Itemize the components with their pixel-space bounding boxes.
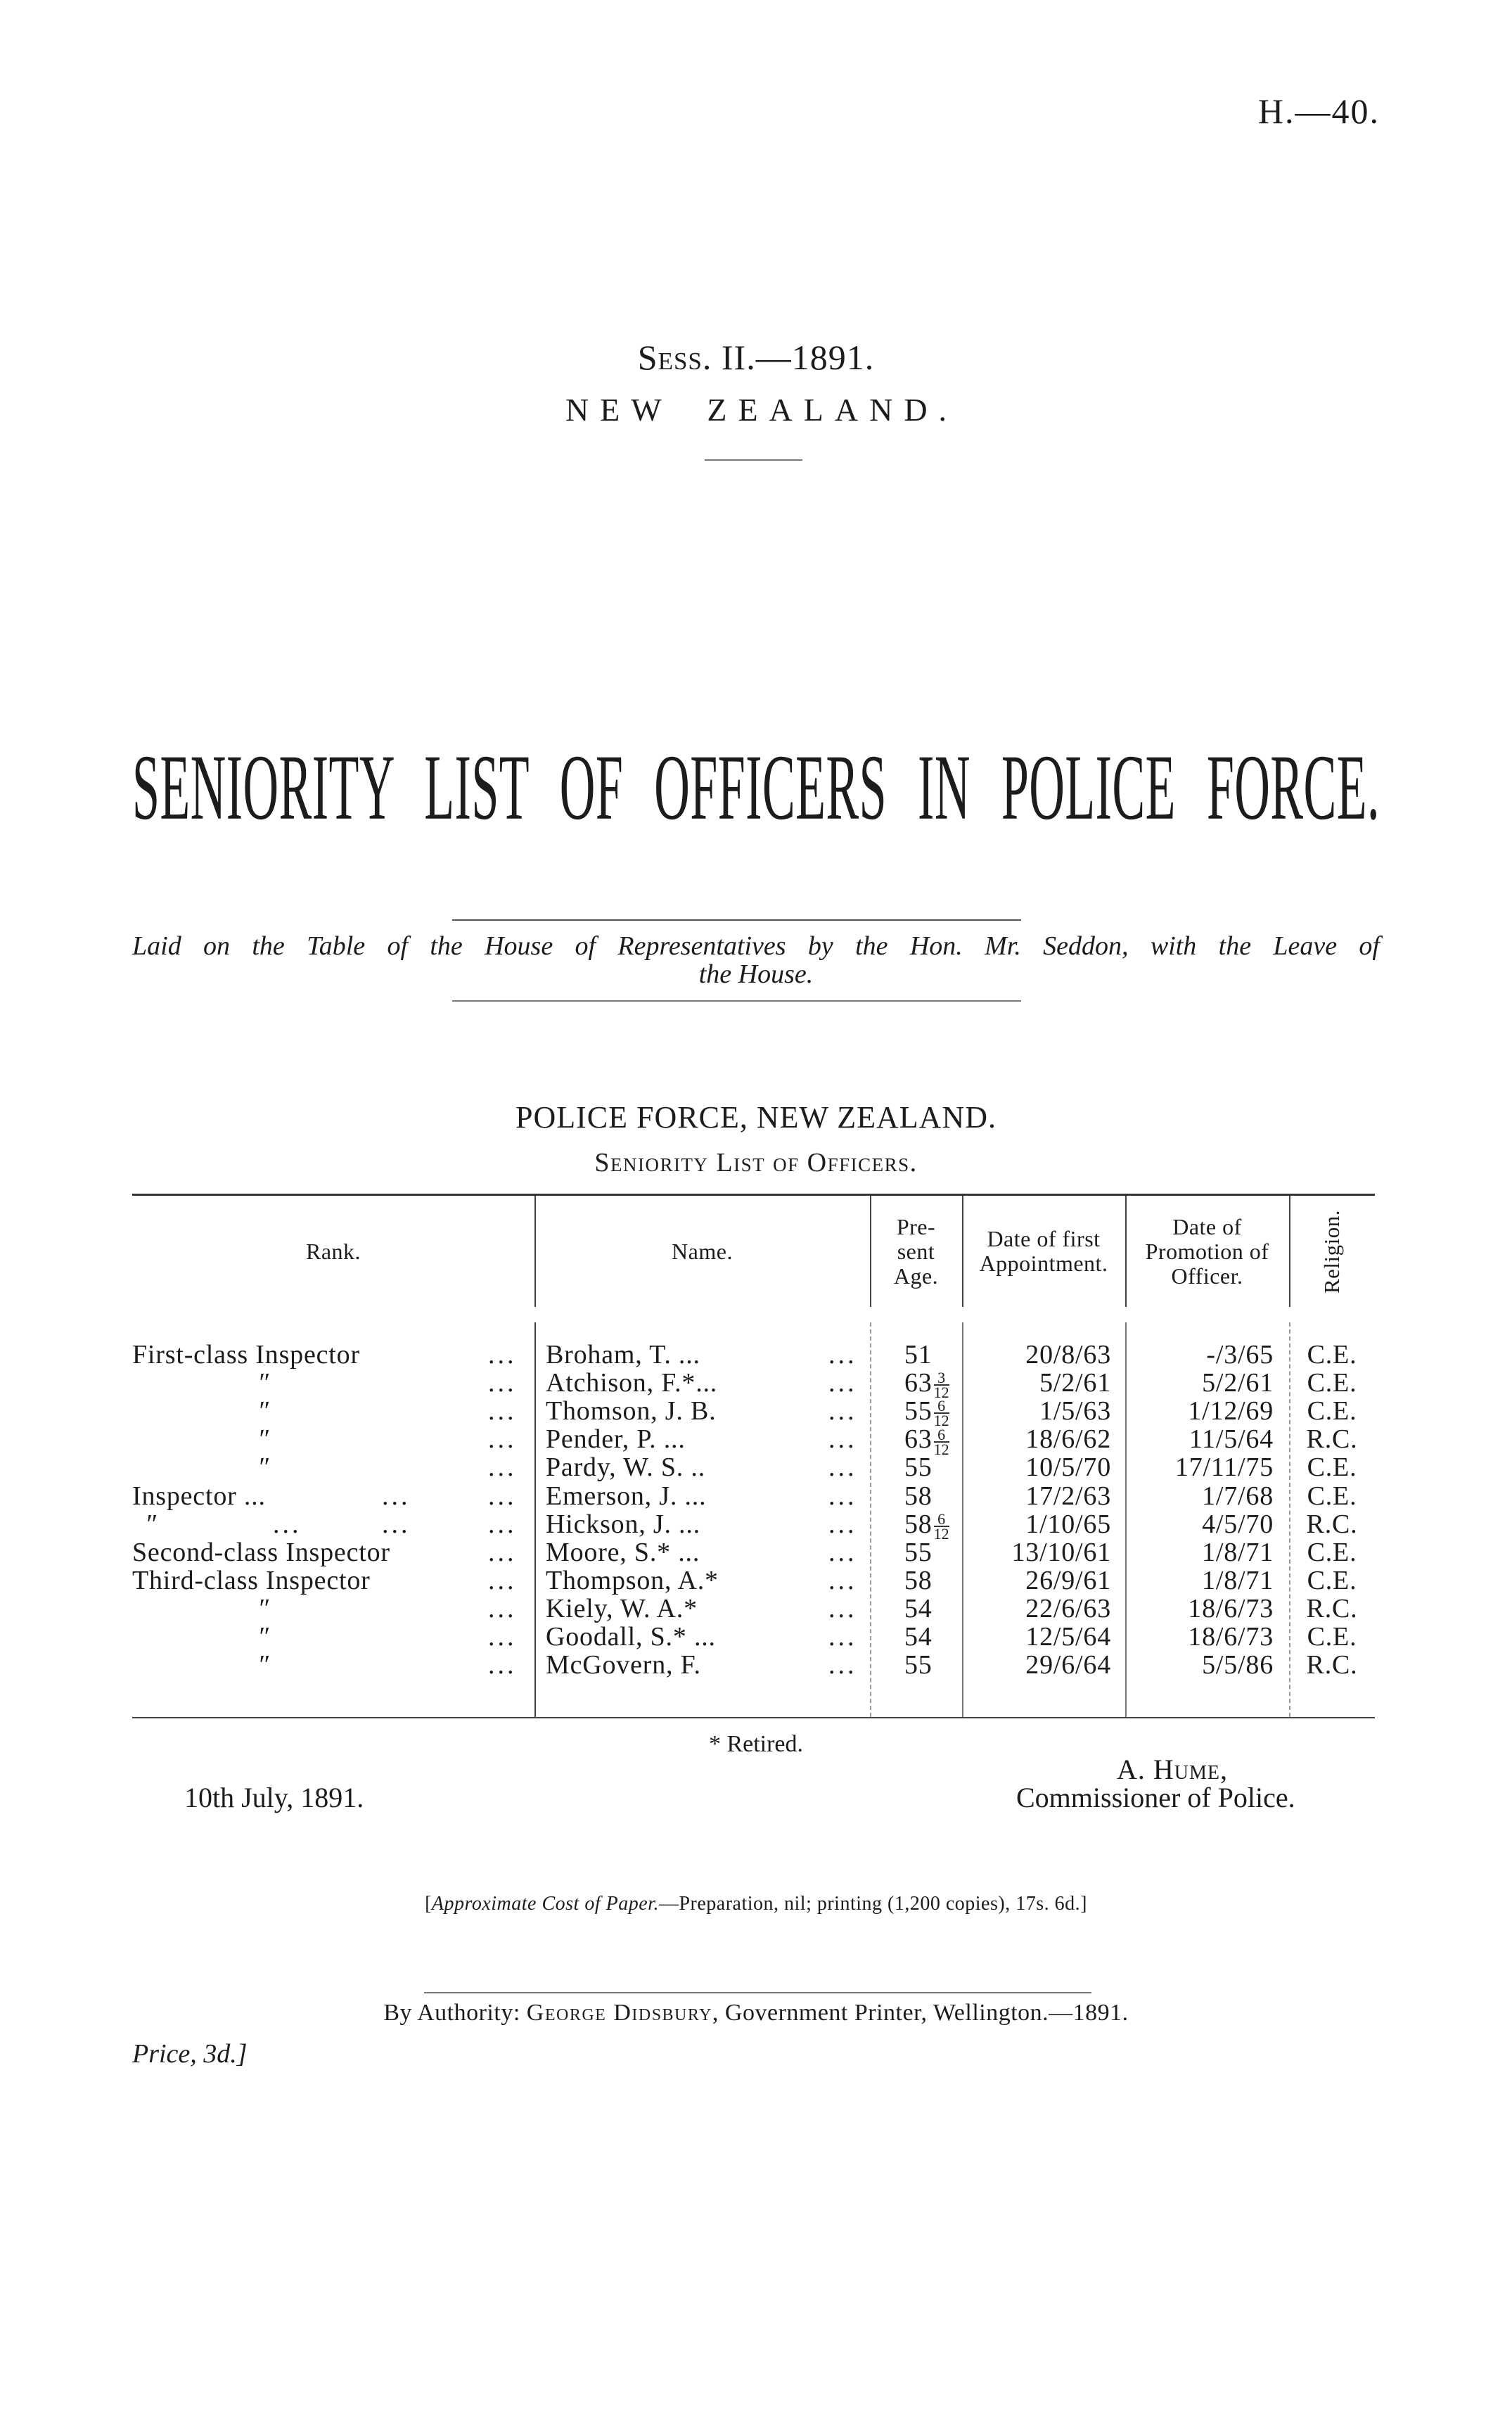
- promotion-date: 5/2/61: [1202, 1368, 1274, 1398]
- table-row: [132, 1482, 1375, 1510]
- name-cell: Emerson, J. ...: [546, 1481, 707, 1511]
- promotion-date: 17/11/75: [1174, 1453, 1274, 1483]
- age-fraction-numerator: 6: [934, 1512, 949, 1527]
- table-row: [132, 1341, 1375, 1369]
- name-leader: ...: [828, 1481, 857, 1511]
- table-row: [132, 1453, 1375, 1481]
- name-cell: Hickson, J. ...: [546, 1509, 700, 1539]
- rank-leader: ...: [382, 1481, 411, 1511]
- rank-leader: ...: [488, 1509, 517, 1539]
- rank-cell: ″: [257, 1593, 269, 1623]
- rank-leader: ...: [488, 1424, 517, 1455]
- name-leader: ...: [828, 1453, 857, 1483]
- laid-statement-line-1: Laid on the Table of the House of Representatives by the Hon. Mr. Seddon, with the Leave of: [132, 931, 1380, 961]
- religion-cell: R.C.: [1306, 1593, 1358, 1623]
- appointment-date: 5/2/61: [1039, 1368, 1111, 1398]
- age-years: 63: [904, 1368, 933, 1398]
- appointment-date: 20/8/63: [1025, 1340, 1111, 1370]
- age-fraction-denominator: 12: [933, 1524, 949, 1543]
- rank-cell: ″: [257, 1622, 269, 1652]
- name-cell: Moore, S.* ...: [546, 1537, 700, 1567]
- laid-rule-bottom: [452, 1000, 1021, 1002]
- signatory-name: A. Hume,: [1117, 1754, 1228, 1785]
- promotion-date: 18/6/73: [1188, 1622, 1274, 1652]
- age-cell: [904, 1595, 933, 1623]
- religion-cell: R.C.: [1306, 1424, 1358, 1455]
- religion-cell: R.C.: [1306, 1509, 1358, 1539]
- promotion-date: 11/5/64: [1189, 1424, 1274, 1455]
- imprint-prefix: By Authority:: [383, 2000, 527, 2026]
- table-row: [132, 1509, 1375, 1543]
- column-header-appointment-line: Date of first: [987, 1226, 1101, 1251]
- column-rule: [534, 1196, 536, 1307]
- age-cell: [904, 1453, 933, 1481]
- age-fraction: [933, 1369, 949, 1402]
- cost-note-open: [: [425, 1893, 432, 1915]
- country-line: NEW ZEALAND.: [565, 392, 959, 428]
- table-heading: POLICE FORCE, NEW ZEALAND.: [515, 1100, 997, 1135]
- column-rule: [870, 1196, 871, 1307]
- footnote: * Retired.: [708, 1731, 804, 1757]
- age-cell: [904, 1566, 933, 1595]
- religion-cell: R.C.: [1306, 1650, 1358, 1680]
- age-fraction-denominator: 12: [933, 1384, 949, 1402]
- age-fraction: [933, 1425, 949, 1458]
- column-header-promotion-line: Officer.: [1171, 1263, 1243, 1289]
- religion-cell: C.E.: [1307, 1481, 1357, 1511]
- rank-leader: ...: [488, 1396, 517, 1426]
- signatory-title: Commissioner of Police.: [1016, 1782, 1295, 1813]
- age-fraction: [933, 1509, 949, 1543]
- column-header-age-line: Pre-: [896, 1213, 936, 1239]
- promotion-date: 1/8/71: [1202, 1537, 1274, 1567]
- rank-cell: Third-class Inspector: [132, 1565, 371, 1595]
- age-fraction: [933, 1397, 949, 1430]
- appointment-date: 13/10/61: [1011, 1537, 1111, 1567]
- age-years: 55: [904, 1453, 933, 1483]
- name-cell: Atchison, F.*...: [546, 1368, 718, 1398]
- rank-cell: ″: [145, 1509, 157, 1539]
- rank-leader: ...: [488, 1565, 517, 1595]
- age-years: 55: [904, 1650, 933, 1680]
- imprint-rest: , Government Printer, Wellington.—1891.: [712, 2000, 1129, 2026]
- religion-cell: C.E.: [1307, 1622, 1357, 1652]
- religion-cell: C.E.: [1307, 1396, 1357, 1426]
- age-cell: [904, 1368, 949, 1402]
- age-years: 58: [904, 1481, 933, 1511]
- cost-note: [0, 1892, 1512, 1916]
- religion-cell: C.E.: [1307, 1368, 1357, 1398]
- rank-leader: ...: [382, 1509, 411, 1539]
- rank-leader: ...: [488, 1340, 517, 1370]
- table-row: [132, 1538, 1375, 1566]
- column-header-promotion-line: Promotion of: [1145, 1238, 1269, 1264]
- paper-number: H.—40.: [1257, 91, 1380, 131]
- age-years: 63: [904, 1424, 933, 1455]
- age-fraction-denominator: 12: [933, 1440, 949, 1458]
- name-leader: ...: [828, 1368, 857, 1398]
- appointment-date: 22/6/63: [1025, 1593, 1111, 1623]
- appointment-date: 29/6/64: [1025, 1650, 1111, 1680]
- seniority-table: [132, 1194, 1375, 1718]
- column-header-appointment: [962, 1196, 1125, 1307]
- rank-leader: ...: [488, 1593, 517, 1623]
- rank-leader: ...: [488, 1481, 517, 1511]
- religion-cell: C.E.: [1307, 1565, 1357, 1595]
- promotion-date: 1/7/68: [1202, 1481, 1274, 1511]
- age-fraction-numerator: 6: [934, 1399, 949, 1414]
- column-header-appointment-line: Appointment.: [979, 1251, 1108, 1276]
- rank-leader: ...: [488, 1622, 517, 1652]
- column-header-rank: [132, 1196, 534, 1307]
- age-cell: [904, 1424, 949, 1458]
- rank-leader: ...: [488, 1537, 517, 1567]
- promotion-date: 1/12/69: [1188, 1396, 1274, 1426]
- table-subheading: Seniority List of Officers.: [594, 1148, 918, 1177]
- table-row: [132, 1424, 1375, 1458]
- table-row: [132, 1595, 1375, 1623]
- rank-leader: ...: [488, 1650, 517, 1680]
- promotion-date: -/3/65: [1206, 1340, 1274, 1370]
- session-line: Sess. II.—1891.: [637, 338, 875, 377]
- name-cell: Goodall, S.* ...: [546, 1622, 716, 1652]
- age-fraction-denominator: 12: [933, 1412, 949, 1430]
- appointment-date: 17/2/63: [1025, 1481, 1111, 1511]
- rank-leader: ...: [488, 1453, 517, 1483]
- table-row: [132, 1396, 1375, 1430]
- name-cell: Pardy, W. S. ..: [546, 1453, 706, 1483]
- rank-cell: First-class Inspector: [132, 1340, 360, 1370]
- appointment-date: 18/6/62: [1025, 1424, 1111, 1455]
- price: Price, 3d.]: [132, 2039, 248, 2069]
- column-header-age: [870, 1196, 962, 1307]
- name-leader: ...: [828, 1509, 857, 1539]
- rank-cell: Inspector ...: [132, 1481, 266, 1511]
- table-row: [132, 1566, 1375, 1595]
- cost-note-label: Approximate Cost of Paper.: [431, 1893, 659, 1915]
- age-cell: [904, 1341, 933, 1369]
- column-rule: [962, 1196, 963, 1307]
- rank-cell: ″: [257, 1396, 269, 1426]
- age-years: 55: [904, 1537, 933, 1567]
- age-cell: [904, 1509, 949, 1543]
- name-leader: ...: [828, 1424, 857, 1455]
- promotion-date: 18/6/73: [1188, 1593, 1274, 1623]
- name-leader: ...: [828, 1340, 857, 1370]
- religion-cell: C.E.: [1307, 1453, 1357, 1483]
- name-leader: ...: [828, 1650, 857, 1680]
- laid-statement-line-2: the House.: [698, 959, 814, 989]
- age-cell: [904, 1396, 949, 1430]
- appointment-date: 12/5/64: [1025, 1622, 1111, 1652]
- printer-imprint: [0, 1999, 1512, 2027]
- age-years: 58: [904, 1565, 933, 1595]
- column-header-age-line: sent: [897, 1238, 935, 1264]
- age-cell: [904, 1651, 933, 1679]
- imprint-rule: [424, 1992, 1091, 1993]
- column-header-name-label: Name.: [672, 1238, 733, 1264]
- name-cell: Thompson, A.*: [546, 1565, 719, 1595]
- religion-cell: C.E.: [1307, 1537, 1357, 1567]
- column-rule: [1125, 1196, 1127, 1307]
- age-years: 54: [904, 1593, 933, 1623]
- appointment-date: 26/9/61: [1025, 1565, 1111, 1595]
- column-rule: [1289, 1196, 1290, 1307]
- age-years: 58: [904, 1509, 933, 1539]
- age-cell: [904, 1623, 933, 1651]
- age-cell: [904, 1482, 933, 1510]
- column-header-religion: [1289, 1196, 1375, 1307]
- rank-cell: ″: [257, 1424, 269, 1455]
- table-row: [132, 1651, 1375, 1679]
- promotion-date: 1/8/71: [1202, 1565, 1274, 1595]
- name-cell: McGovern, F.: [546, 1650, 701, 1680]
- column-header-rank-label: Rank.: [305, 1238, 361, 1264]
- age-fraction-numerator: 3: [934, 1371, 949, 1386]
- rank-leader: ...: [488, 1368, 517, 1398]
- appointment-date: 10/5/70: [1025, 1453, 1111, 1483]
- session-rule: [705, 459, 802, 461]
- age-years: 54: [904, 1622, 933, 1652]
- name-leader: ...: [828, 1537, 857, 1567]
- column-header-religion-label: Religion.: [1319, 1209, 1345, 1294]
- religion-cell: C.E.: [1307, 1340, 1357, 1370]
- age-years: 51: [904, 1340, 933, 1370]
- table-row: [132, 1368, 1375, 1402]
- name-cell: Broham, T. ...: [546, 1340, 700, 1370]
- promotion-date: 4/5/70: [1202, 1509, 1274, 1539]
- rank-leader: ...: [273, 1509, 302, 1539]
- name-leader: ...: [828, 1396, 857, 1426]
- table-row: [132, 1623, 1375, 1651]
- table-body: [132, 1341, 1375, 1685]
- name-cell: Pender, P. ...: [546, 1424, 686, 1455]
- age-fraction-numerator: 6: [934, 1428, 949, 1443]
- age-cell: [904, 1538, 933, 1566]
- document-date: 10th July, 1891.: [184, 1782, 364, 1813]
- rank-cell: ″: [257, 1453, 269, 1483]
- promotion-date: 5/5/86: [1202, 1650, 1274, 1680]
- rank-cell: ″: [257, 1368, 269, 1398]
- name-leader: ...: [828, 1565, 857, 1595]
- column-header-promotion-line: Date of: [1172, 1213, 1242, 1239]
- name-leader: ...: [828, 1593, 857, 1623]
- column-header-name: [534, 1196, 870, 1307]
- laid-rule-top: [452, 919, 1021, 921]
- column-header-promotion: [1125, 1196, 1289, 1307]
- name-cell: Kiely, W. A.*: [546, 1593, 698, 1623]
- rank-cell: Second-class Inspector: [132, 1537, 390, 1567]
- rank-cell: ″: [257, 1650, 269, 1680]
- name-leader: ...: [828, 1622, 857, 1652]
- age-years: 55: [904, 1396, 933, 1426]
- document-title: SENIORITY LIST OF OFFICERS IN POLICE FORCE.: [132, 736, 1380, 841]
- appointment-date: 1/5/63: [1039, 1396, 1111, 1426]
- imprint-printer: George Didsbury: [526, 2000, 712, 2026]
- name-cell: Thomson, J. B.: [546, 1396, 717, 1426]
- cost-note-details: —Preparation, nil; printing (1,200 copies), 17s. 6d.]: [658, 1893, 1087, 1915]
- appointment-date: 1/10/65: [1025, 1509, 1111, 1539]
- column-header-age-line: Age.: [893, 1263, 939, 1289]
